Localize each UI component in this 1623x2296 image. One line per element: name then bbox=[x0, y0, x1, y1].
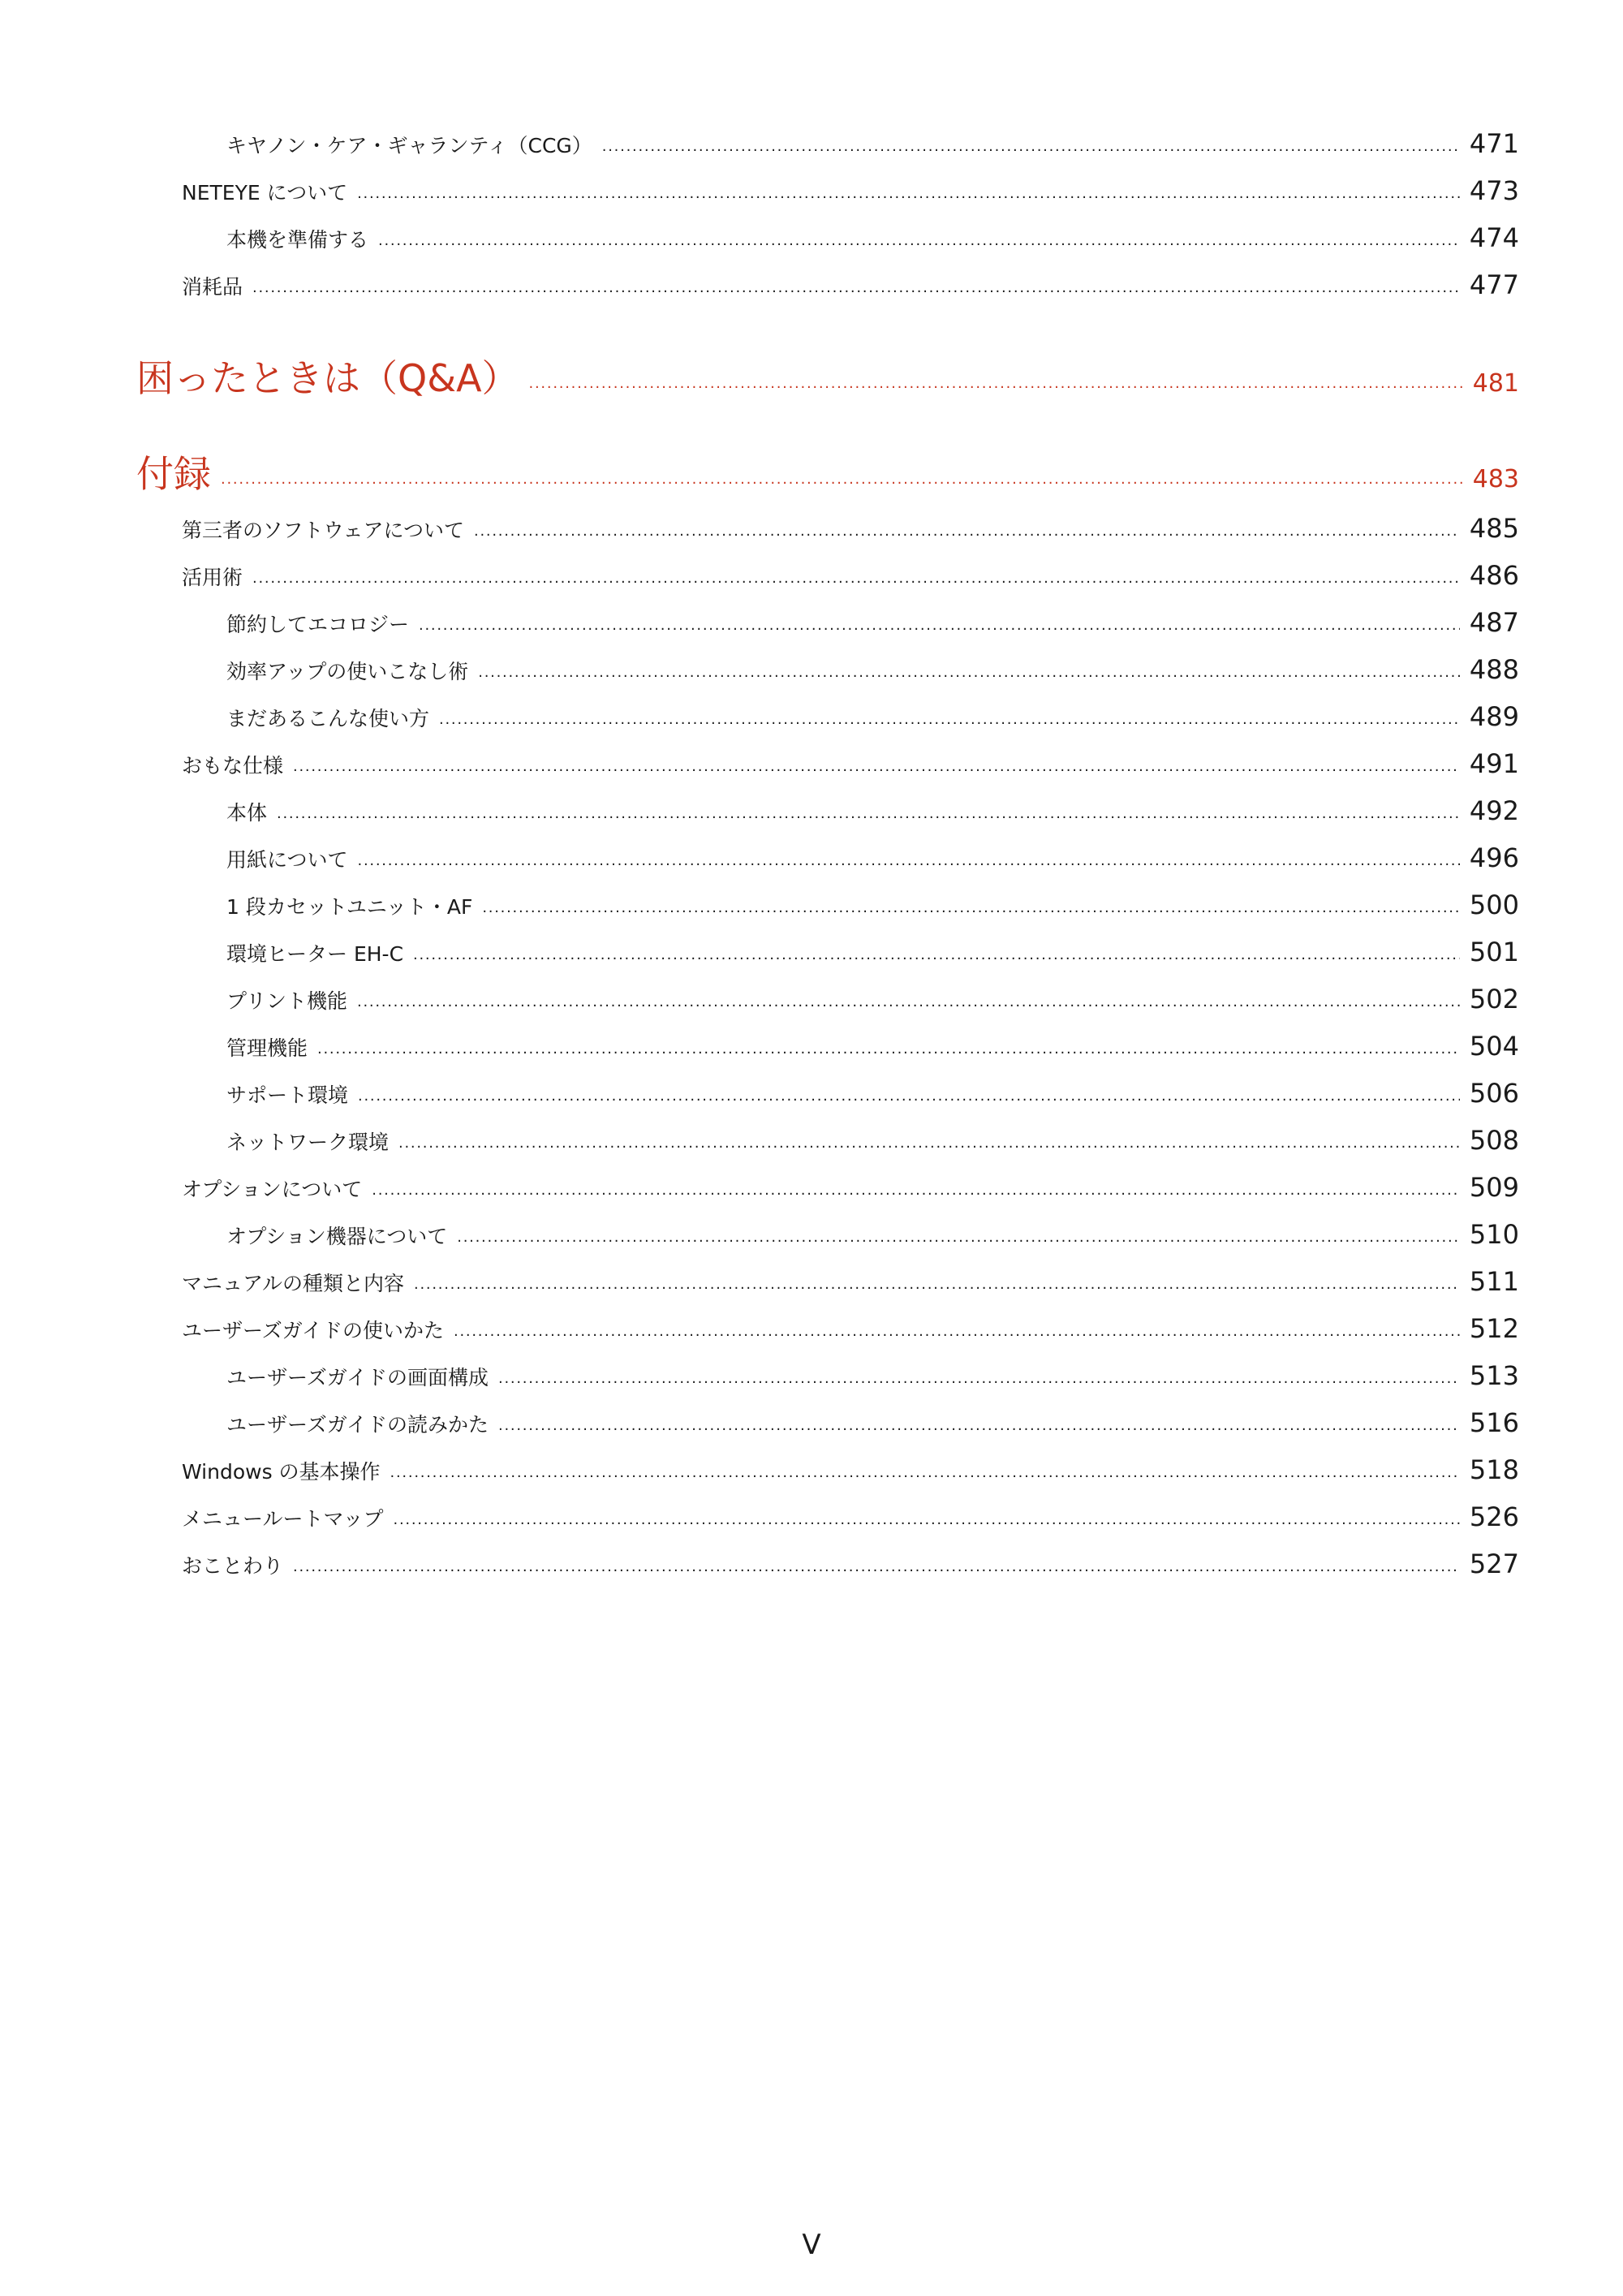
dot-leader bbox=[474, 523, 1460, 540]
dot-leader bbox=[419, 617, 1460, 634]
toc-entry-title: 節約してエコロジー bbox=[226, 613, 410, 636]
toc-entry[interactable] bbox=[226, 128, 1519, 159]
toc-entry-title: プリント機能 bbox=[226, 989, 348, 1013]
toc-entry-page: 471 bbox=[1469, 128, 1519, 159]
toc-entry-page: 477 bbox=[1469, 269, 1519, 300]
dot-leader bbox=[293, 1558, 1460, 1575]
toc-entry-title: メニュールートマップ bbox=[182, 1507, 384, 1531]
toc-entry-title: NETEYE について bbox=[182, 181, 348, 205]
toc-entry-page: 473 bbox=[1469, 175, 1519, 206]
toc-entry[interactable] bbox=[182, 1172, 1519, 1203]
toc-entry[interactable] bbox=[182, 269, 1519, 300]
toc-entry-page: 486 bbox=[1469, 560, 1519, 591]
toc-entry-title: 用紙について bbox=[226, 848, 348, 872]
toc-entry-title: 第三者のソフトウェアについて bbox=[182, 519, 465, 542]
toc-entry-page: 481 bbox=[1472, 369, 1519, 398]
dot-leader bbox=[358, 1088, 1460, 1105]
toc-entry-page: 500 bbox=[1469, 890, 1519, 920]
toc-entry-page: 488 bbox=[1469, 654, 1519, 685]
toc-entry-page: 485 bbox=[1469, 513, 1519, 544]
toc-entry[interactable] bbox=[226, 1360, 1519, 1391]
dot-leader bbox=[482, 899, 1460, 916]
toc-entry[interactable] bbox=[182, 513, 1519, 544]
toc-entry[interactable] bbox=[226, 1407, 1519, 1438]
toc-entry-page: 487 bbox=[1469, 607, 1519, 638]
dot-leader bbox=[358, 852, 1460, 869]
toc-entry-title: 本機を準備する bbox=[226, 228, 369, 252]
toc-entry-title: おことわり bbox=[182, 1554, 284, 1578]
toc-entry-title: 環境ヒーター EH-C bbox=[226, 942, 404, 966]
toc-entry-page: 513 bbox=[1469, 1360, 1519, 1391]
toc-entry-title: ユーザーズガイドの画面構成 bbox=[226, 1366, 489, 1389]
toc-entry[interactable] bbox=[182, 1549, 1519, 1579]
toc-entry[interactable] bbox=[226, 984, 1519, 1014]
toc-entry-page: 506 bbox=[1469, 1078, 1519, 1109]
toc-entry[interactable] bbox=[182, 1313, 1519, 1344]
dot-leader bbox=[277, 805, 1460, 822]
dot-leader bbox=[394, 1511, 1460, 1528]
dot-leader bbox=[357, 993, 1460, 1010]
toc-entry[interactable] bbox=[226, 842, 1519, 873]
page-number: V bbox=[802, 2229, 821, 2261]
dot-leader bbox=[252, 570, 1460, 587]
toc-entry-title: 活用術 bbox=[182, 566, 243, 589]
toc-entry[interactable] bbox=[182, 175, 1519, 206]
toc-entry[interactable] bbox=[226, 1219, 1519, 1250]
toc-entry[interactable] bbox=[182, 748, 1519, 779]
toc-entry[interactable] bbox=[182, 1266, 1519, 1297]
dot-leader bbox=[221, 471, 1463, 488]
dot-leader bbox=[317, 1040, 1460, 1058]
toc-entry-page: 491 bbox=[1469, 748, 1519, 779]
toc-entry-title: サポート環境 bbox=[226, 1083, 349, 1107]
toc-entry[interactable] bbox=[226, 654, 1519, 685]
toc-entry-page: 508 bbox=[1469, 1125, 1519, 1156]
dot-leader bbox=[498, 1417, 1460, 1434]
toc-entry-page: 511 bbox=[1469, 1266, 1519, 1297]
toc-entry[interactable] bbox=[226, 1078, 1519, 1109]
toc-entry-title: Windows の基本操作 bbox=[182, 1460, 381, 1484]
toc-entry-title: オプション機器について bbox=[226, 1225, 448, 1248]
toc-entry[interactable] bbox=[226, 1031, 1519, 1062]
toc-entry-page: 474 bbox=[1469, 222, 1519, 253]
toc-entry-title: キヤノン・ケア・ギャランティ（CCG） bbox=[226, 134, 592, 157]
toc-entry-page: 496 bbox=[1469, 842, 1519, 873]
dot-leader bbox=[602, 138, 1460, 155]
dot-leader bbox=[293, 758, 1460, 775]
toc-entry-title: ユーザーズガイドの読みかた bbox=[226, 1413, 489, 1437]
dot-leader bbox=[529, 375, 1463, 392]
toc-entry[interactable] bbox=[182, 560, 1519, 591]
dot-leader bbox=[439, 711, 1460, 728]
toc-entry-title: 困ったときは（Q&A） bbox=[136, 356, 519, 400]
toc-entry-page: 510 bbox=[1469, 1219, 1519, 1250]
toc-entry-title: まだあるこんな使い方 bbox=[226, 707, 430, 730]
toc-entry[interactable] bbox=[226, 222, 1519, 253]
dot-leader bbox=[357, 185, 1460, 202]
toc-entry-title: おもな仕様 bbox=[182, 754, 284, 778]
toc-entry-title: マニュアルの種類と内容 bbox=[182, 1272, 405, 1295]
toc-entry-page: 483 bbox=[1472, 465, 1519, 493]
dot-leader bbox=[413, 946, 1460, 963]
toc-entry[interactable] bbox=[182, 1501, 1519, 1532]
toc-entry[interactable] bbox=[226, 1125, 1519, 1156]
dot-leader bbox=[390, 1464, 1460, 1481]
toc-entry-title: 付録 bbox=[136, 452, 211, 496]
toc-entry-page: 501 bbox=[1469, 937, 1519, 967]
toc-entry[interactable] bbox=[226, 607, 1519, 638]
dot-leader bbox=[454, 1323, 1460, 1340]
toc-chapter-heading[interactable] bbox=[136, 349, 1519, 403]
dot-leader bbox=[398, 1135, 1460, 1152]
dot-leader bbox=[498, 1370, 1460, 1387]
toc-entry-page: 526 bbox=[1469, 1501, 1519, 1532]
toc-entry-page: 516 bbox=[1469, 1407, 1519, 1438]
dot-leader bbox=[252, 279, 1460, 296]
toc-entry-page: 512 bbox=[1469, 1313, 1519, 1344]
toc-entry-page: 527 bbox=[1469, 1549, 1519, 1579]
toc-entry-page: 492 bbox=[1469, 795, 1519, 826]
toc-entry-title: 効率アップの使いこなし術 bbox=[226, 660, 469, 683]
toc-entry[interactable] bbox=[226, 890, 1519, 920]
toc-entry-title: ネットワーク環境 bbox=[226, 1131, 390, 1154]
toc-entry-page: 509 bbox=[1469, 1172, 1519, 1203]
toc-entry-title: 本体 bbox=[226, 801, 268, 825]
toc-entry[interactable] bbox=[182, 1454, 1519, 1485]
toc-entry-page: 489 bbox=[1469, 701, 1519, 732]
toc-entry-page: 502 bbox=[1469, 984, 1519, 1014]
toc-entry-title: 管理機能 bbox=[226, 1036, 308, 1060]
dot-leader bbox=[378, 232, 1460, 249]
toc-entry-page: 518 bbox=[1469, 1454, 1519, 1485]
toc-entry[interactable] bbox=[226, 701, 1519, 732]
dot-leader bbox=[478, 664, 1460, 681]
dot-leader bbox=[414, 1276, 1460, 1293]
toc-chapter-heading[interactable] bbox=[136, 445, 1519, 498]
toc-entry-title: 1 段カセットユニット・AF bbox=[226, 895, 473, 919]
toc-entry-title: 消耗品 bbox=[182, 275, 243, 299]
dot-leader bbox=[372, 1182, 1460, 1199]
dot-leader bbox=[457, 1229, 1460, 1246]
toc-entry-page: 504 bbox=[1469, 1031, 1519, 1062]
toc-entry[interactable] bbox=[226, 795, 1519, 826]
toc-entry[interactable] bbox=[226, 937, 1519, 967]
toc-entry-title: ユーザーズガイドの使いかた bbox=[182, 1319, 445, 1342]
toc-entry-title: オプションについて bbox=[182, 1178, 363, 1201]
